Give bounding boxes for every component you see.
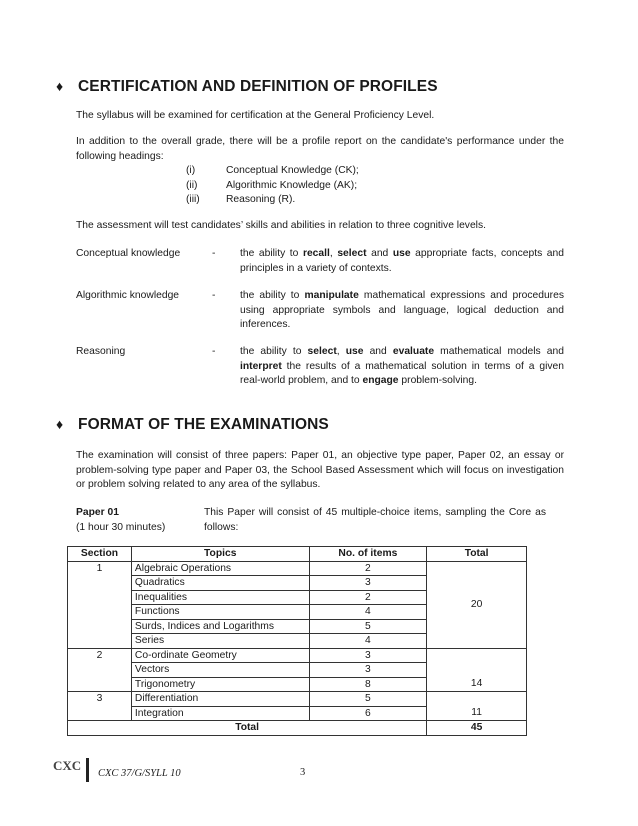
column-header: Total (427, 547, 527, 562)
logo-divider (86, 758, 89, 782)
text-run: mathematical models and (434, 346, 564, 357)
bold-term: interpret (240, 360, 282, 372)
total-label: Total (68, 721, 427, 736)
items-cell: 4 (309, 634, 427, 649)
profile-number: (i) (186, 165, 196, 176)
profile-item (186, 179, 359, 194)
definition-term: Algorithmic knowledge (76, 290, 180, 301)
table-total-row (68, 721, 527, 736)
page-footer (52, 756, 352, 786)
profile-number: (iii) (186, 194, 200, 206)
topic-cell: Inequalities (131, 590, 309, 605)
topic-cell: Quadratics (131, 576, 309, 591)
definition-dash: - (212, 290, 216, 301)
bold-term: recall (302, 248, 330, 259)
heading-text: FORMAT OF THE EXAMINATIONS (78, 416, 329, 433)
text-run: and (366, 248, 393, 259)
profile-item (186, 193, 359, 208)
logo-text: CXC (53, 758, 82, 773)
diamond-bullet-icon: ♦ (56, 78, 64, 94)
items-cell: 6 (309, 706, 427, 721)
section-number: 2 (68, 648, 132, 692)
items-cell: 8 (309, 677, 427, 692)
cxc-logo-mark (52, 756, 86, 784)
bold-term: evaluate (392, 346, 435, 357)
section-number: 1 (68, 561, 132, 648)
section-total: 20 (427, 561, 527, 648)
items-cell: 2 (309, 590, 427, 605)
format-paragraph: The examination will consist of three papers: Paper 01, an objective type paper, Paper 02, an essay or problem-solving type paper and Paper 03, the School Based Assessment which will focus on investigation or problem solving related to any area of the syllabus. (76, 450, 564, 491)
section-heading-format (56, 416, 329, 434)
table-header-row (68, 547, 527, 562)
items-cell: 3 (309, 663, 427, 678)
topic-cell: Series (131, 634, 309, 649)
items-cell: 3 (309, 648, 427, 663)
paper-label (76, 506, 165, 535)
items-cell: 3 (309, 576, 427, 591)
profile-label: Conceptual Knowledge (CK); (226, 165, 359, 176)
topic-cell: Co-ordinate Geometry (131, 648, 309, 663)
text-run: , (329, 248, 338, 259)
section-heading-certification (56, 78, 438, 96)
text-run: mathematical expressions and procedures using appropriate symbols and language, logical deduction and inferences. (240, 290, 564, 331)
assessment-paragraph: The assessment will test candidates’ skills and abilities in relation to three cognitive levels. (76, 220, 486, 231)
text-run: the results of a mathematical solution in terms of a given real-world problem, and to (240, 360, 564, 387)
column-header: Topics (131, 547, 309, 562)
paper-title: Paper 01 (76, 507, 119, 518)
bold-term: select (307, 346, 337, 357)
table-row (68, 692, 527, 707)
heading-text: CERTIFICATION AND DEFINITION OF PROFILES (78, 78, 438, 95)
definition-dash: - (212, 346, 216, 357)
paper-duration: (1 hour 30 minutes) (76, 521, 166, 533)
items-cell: 2 (309, 561, 427, 576)
profile-label: Reasoning (R). (226, 194, 296, 206)
page-number: 3 (300, 767, 306, 778)
certification-paragraph: The syllabus will be examined for certification at the General Proficiency Level. (76, 110, 435, 121)
text-run: the ability to (240, 346, 308, 357)
bold-term: use (392, 248, 411, 259)
topics-table (67, 546, 527, 736)
bold-term: engage (362, 375, 399, 387)
column-header: Section (68, 547, 132, 562)
text-run: and (363, 346, 393, 357)
section-total: 14 (427, 648, 527, 692)
definition-text (240, 289, 564, 333)
topic-cell: Differentiation (131, 692, 309, 707)
profile-intro-paragraph: In addition to the overall grade, there will be a profile report on the candidate's performance under the following headings: (76, 136, 564, 162)
section-number: 3 (68, 692, 132, 721)
column-header: No. of items (309, 547, 427, 562)
table-row (68, 561, 527, 576)
bold-term: use (345, 346, 364, 357)
items-cell: 4 (309, 605, 427, 620)
paper-description: This Paper will consist of 45 multiple-choice items, sampling the Core as follows: (204, 507, 546, 533)
profile-list (186, 164, 359, 208)
definition-text (240, 345, 564, 389)
topic-cell: Functions (131, 605, 309, 620)
text-run: the ability to (240, 290, 305, 301)
bold-term: manipulate (304, 290, 359, 301)
section-total: 11 (427, 692, 527, 721)
topic-cell: Integration (131, 706, 309, 721)
topic-cell: Surds, Indices and Logarithms (131, 619, 309, 634)
definition-dash: - (212, 248, 216, 259)
profile-number: (ii) (186, 179, 198, 191)
items-cell: 5 (309, 619, 427, 634)
syllabus-code: CXC 37/G/SYLL 10 (98, 768, 181, 779)
profile-item (186, 164, 359, 179)
items-cell: 5 (309, 692, 427, 707)
bold-term: select (337, 248, 367, 259)
profile-label: Algorithmic Knowledge (AK); (226, 179, 358, 191)
table-row (68, 648, 527, 663)
grand-total: 45 (427, 721, 527, 736)
diamond-bullet-icon: ♦ (56, 416, 64, 432)
topic-cell: Trigonometry (131, 677, 309, 692)
topic-cell: Vectors (131, 663, 309, 678)
text-run: , (336, 346, 346, 357)
text-run: problem-solving. (398, 375, 477, 387)
definition-term: Reasoning (76, 346, 126, 357)
text-run: the ability to (240, 248, 303, 259)
definition-term: Conceptual knowledge (76, 248, 181, 259)
text-run: appropriate facts, concepts and principles in a variety of contexts. (240, 248, 564, 274)
topic-cell: Algebraic Operations (131, 561, 309, 576)
cxc-logo-icon (52, 756, 88, 784)
definition-text (240, 247, 564, 276)
